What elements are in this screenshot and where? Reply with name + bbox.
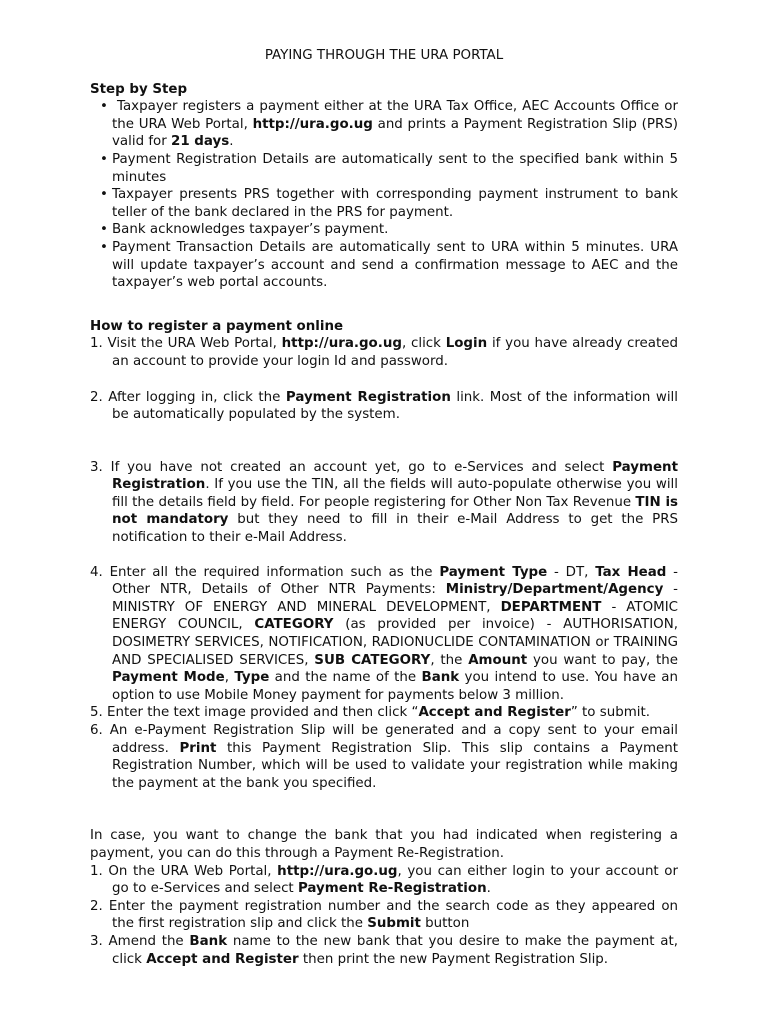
re-registration-intro: In case, you want to change the bank that you had indicated when registering a payment, you can do this through a Payment Re-Registration. — [90, 828, 678, 861]
online-item-2: 2. After logging in, click the Payment Registration link. Most of the information will be automatically populated by the system. — [90, 389, 679, 423]
portal-url: http://ura.go.ug — [281, 336, 402, 352]
step-bullet-4: • Bank acknowledges taxpayer’s payment. — [90, 221, 678, 239]
portal-url: http://ura.go.ug — [277, 863, 398, 879]
step-by-step-list — [90, 98, 678, 292]
step-bullet-2: • Payment Registration Details are automatically sent to the specified bank within 5 minutes — [90, 151, 678, 186]
online-item-3: 3. If you have not created an account yet, go to e-Services and select Payment Registration. If you use the TIN, all the fields will auto-populate otherwise you will fill the details field by field. For people registering for Other Non Tax Revenue TIN is not mandatory but they need to fill in their e-Mail Address to get the PRS notification to their e-Mail Address. — [90, 459, 679, 546]
online-item-6: 6. An e-Payment Registration Slip will be generated and a copy sent to your email address. Print this Payment Registration Slip. This slip contains a Payment Registration Number, which will be used to validate your registration while making the payment at the bank you specified. — [90, 723, 678, 791]
online-registration-heading: How to register a payment online — [90, 318, 344, 334]
rereg-item-3: 3. Amend the Bank name to the new bank that you desire to make the payment at, click Accept and Register then print the new Payment Registration Slip. — [90, 933, 678, 967]
online-item-5: 5. Enter the text image provided and then click “Accept and Register” to submit. — [90, 705, 650, 721]
step-bullet-3: • Taxpayer presents PRS together with corresponding payment instrument to bank teller of the bank declared in the PRS for payment. — [90, 186, 678, 221]
document-page — [90, 47, 678, 968]
online-item-4: 4. Enter all the required information such as the Payment Type - DT, Tax Head - Other NTR, Details of Other NTR Payments: Ministry/Department/Agency - MINISTRY OF ENERGY AND MINERAL DEVELOPMENT, DEPARTMENT - ATOMIC ENERGY COUNCIL, CATEGORY (as provided per invoice) - AUTHORISATION, DOSIMETRY SERVICES, NOTIFICATION, RADIONUCLIDE CONTAMINATION or TRAINING AND SPECIALISED SERVICES, SUB CATEGORY, the Amount you want to pay, the Payment Mode, Type and the name of the Bank you intend to use. You have an option to use Mobile Money payment for payments below 3 million. — [90, 564, 679, 703]
online-item-1: 1. Visit the URA Web Portal, http://ura.go.ug, click Login if you have already created an account to provide your login Id and password. — [90, 336, 678, 369]
step-bullet-5: • Payment Transaction Details are automatically sent to URA within 5 minutes. URA will update taxpayer’s account and send a confirmation message to AEC and the taxpayer’s web portal accounts. — [90, 239, 678, 292]
page-title: PAYING THROUGH THE URA PORTAL — [264, 48, 504, 63]
rereg-item-1: 1. On the URA Web Portal, http://ura.go.ug, you can either login to your account or go to e-Services and select Payment Re-Registration. — [90, 863, 679, 897]
step-bullet-1: • Taxpayer registers a payment either at the URA Tax Office, AEC Accounts Office or the URA Web Portal, http://ura.go.ug and prints a Payment Registration Slip (PRS) valid for 21 days. — [90, 98, 678, 151]
rereg-item-2: 2. Enter the payment registration number and the search code as they appeared on the first registration slip and click the Submit button — [90, 898, 678, 932]
step-by-step-heading: Step by Step — [90, 81, 188, 97]
portal-url: http://ura.go.ug — [252, 116, 373, 132]
